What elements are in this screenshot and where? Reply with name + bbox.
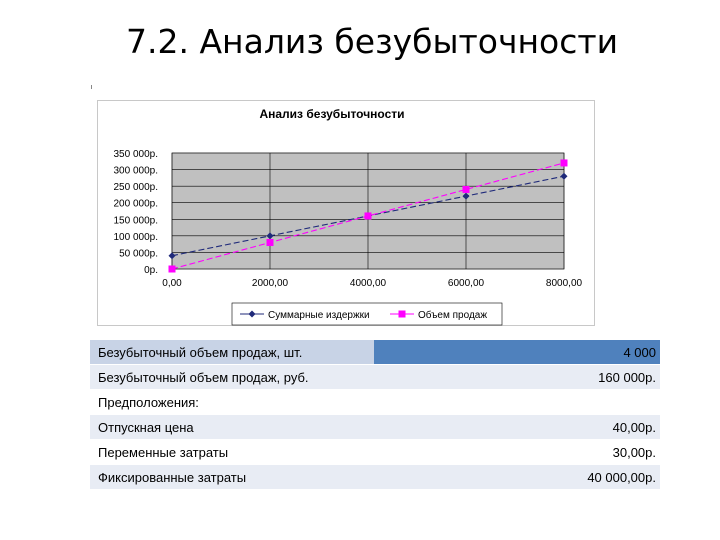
legend-label: Суммарные издержки [268,310,370,321]
y-tick-label: 0р. [144,265,158,276]
row-value: 4 000 [374,340,660,365]
data-point [169,266,176,273]
x-tick-label: 0,00 [162,278,182,289]
table-row [90,390,660,415]
break-even-table [90,340,660,490]
y-tick-label: 350 000р. [113,149,158,160]
x-tick-label: 4000,00 [349,278,387,289]
row-label: Отпускная цена [90,415,374,440]
data-point [267,239,274,246]
table-row [90,340,660,365]
chart-area [97,100,595,326]
y-tick-label: 200 000р. [113,198,158,210]
legend-label: Объем продаж [418,310,488,321]
data-point [365,212,372,219]
y-tick-label: 50 000р. [119,248,158,260]
y-tick-label: 100 000р. [113,231,158,243]
decorative-tick [91,85,92,89]
y-tick-label: 250 000р. [113,182,158,194]
row-label: Безубыточный объем продаж, руб. [90,365,374,390]
table-row [90,465,660,490]
data-point [463,186,470,193]
row-value: 30,00р. [374,440,660,465]
data-point [399,311,406,318]
row-value [374,390,660,415]
x-tick-label: 6000,00 [447,278,485,289]
table-row [90,365,660,390]
row-label: Предположения: [90,390,374,415]
data-point [561,159,568,166]
slide-title: 7.2. Анализ безубыточности [126,22,619,61]
x-tick-label: 2000,00 [251,278,289,289]
table-row [90,415,660,440]
row-value: 40 000,00р. [374,465,660,490]
break-even-chart [98,101,596,327]
row-label: Фиксированные затраты [90,465,374,490]
table-row [90,440,660,465]
y-tick-label: 150 000р. [113,215,158,227]
chart-title: Анализ безубыточности [259,107,405,121]
row-label: Безубыточный объем продаж, шт. [90,340,374,365]
row-label: Переменные затраты [90,440,374,465]
row-value: 40,00р. [374,415,660,440]
x-tick-label: 8000,00 [545,278,583,289]
y-tick-label: 300 000р. [113,165,158,177]
row-value: 160 000р. [374,365,660,390]
